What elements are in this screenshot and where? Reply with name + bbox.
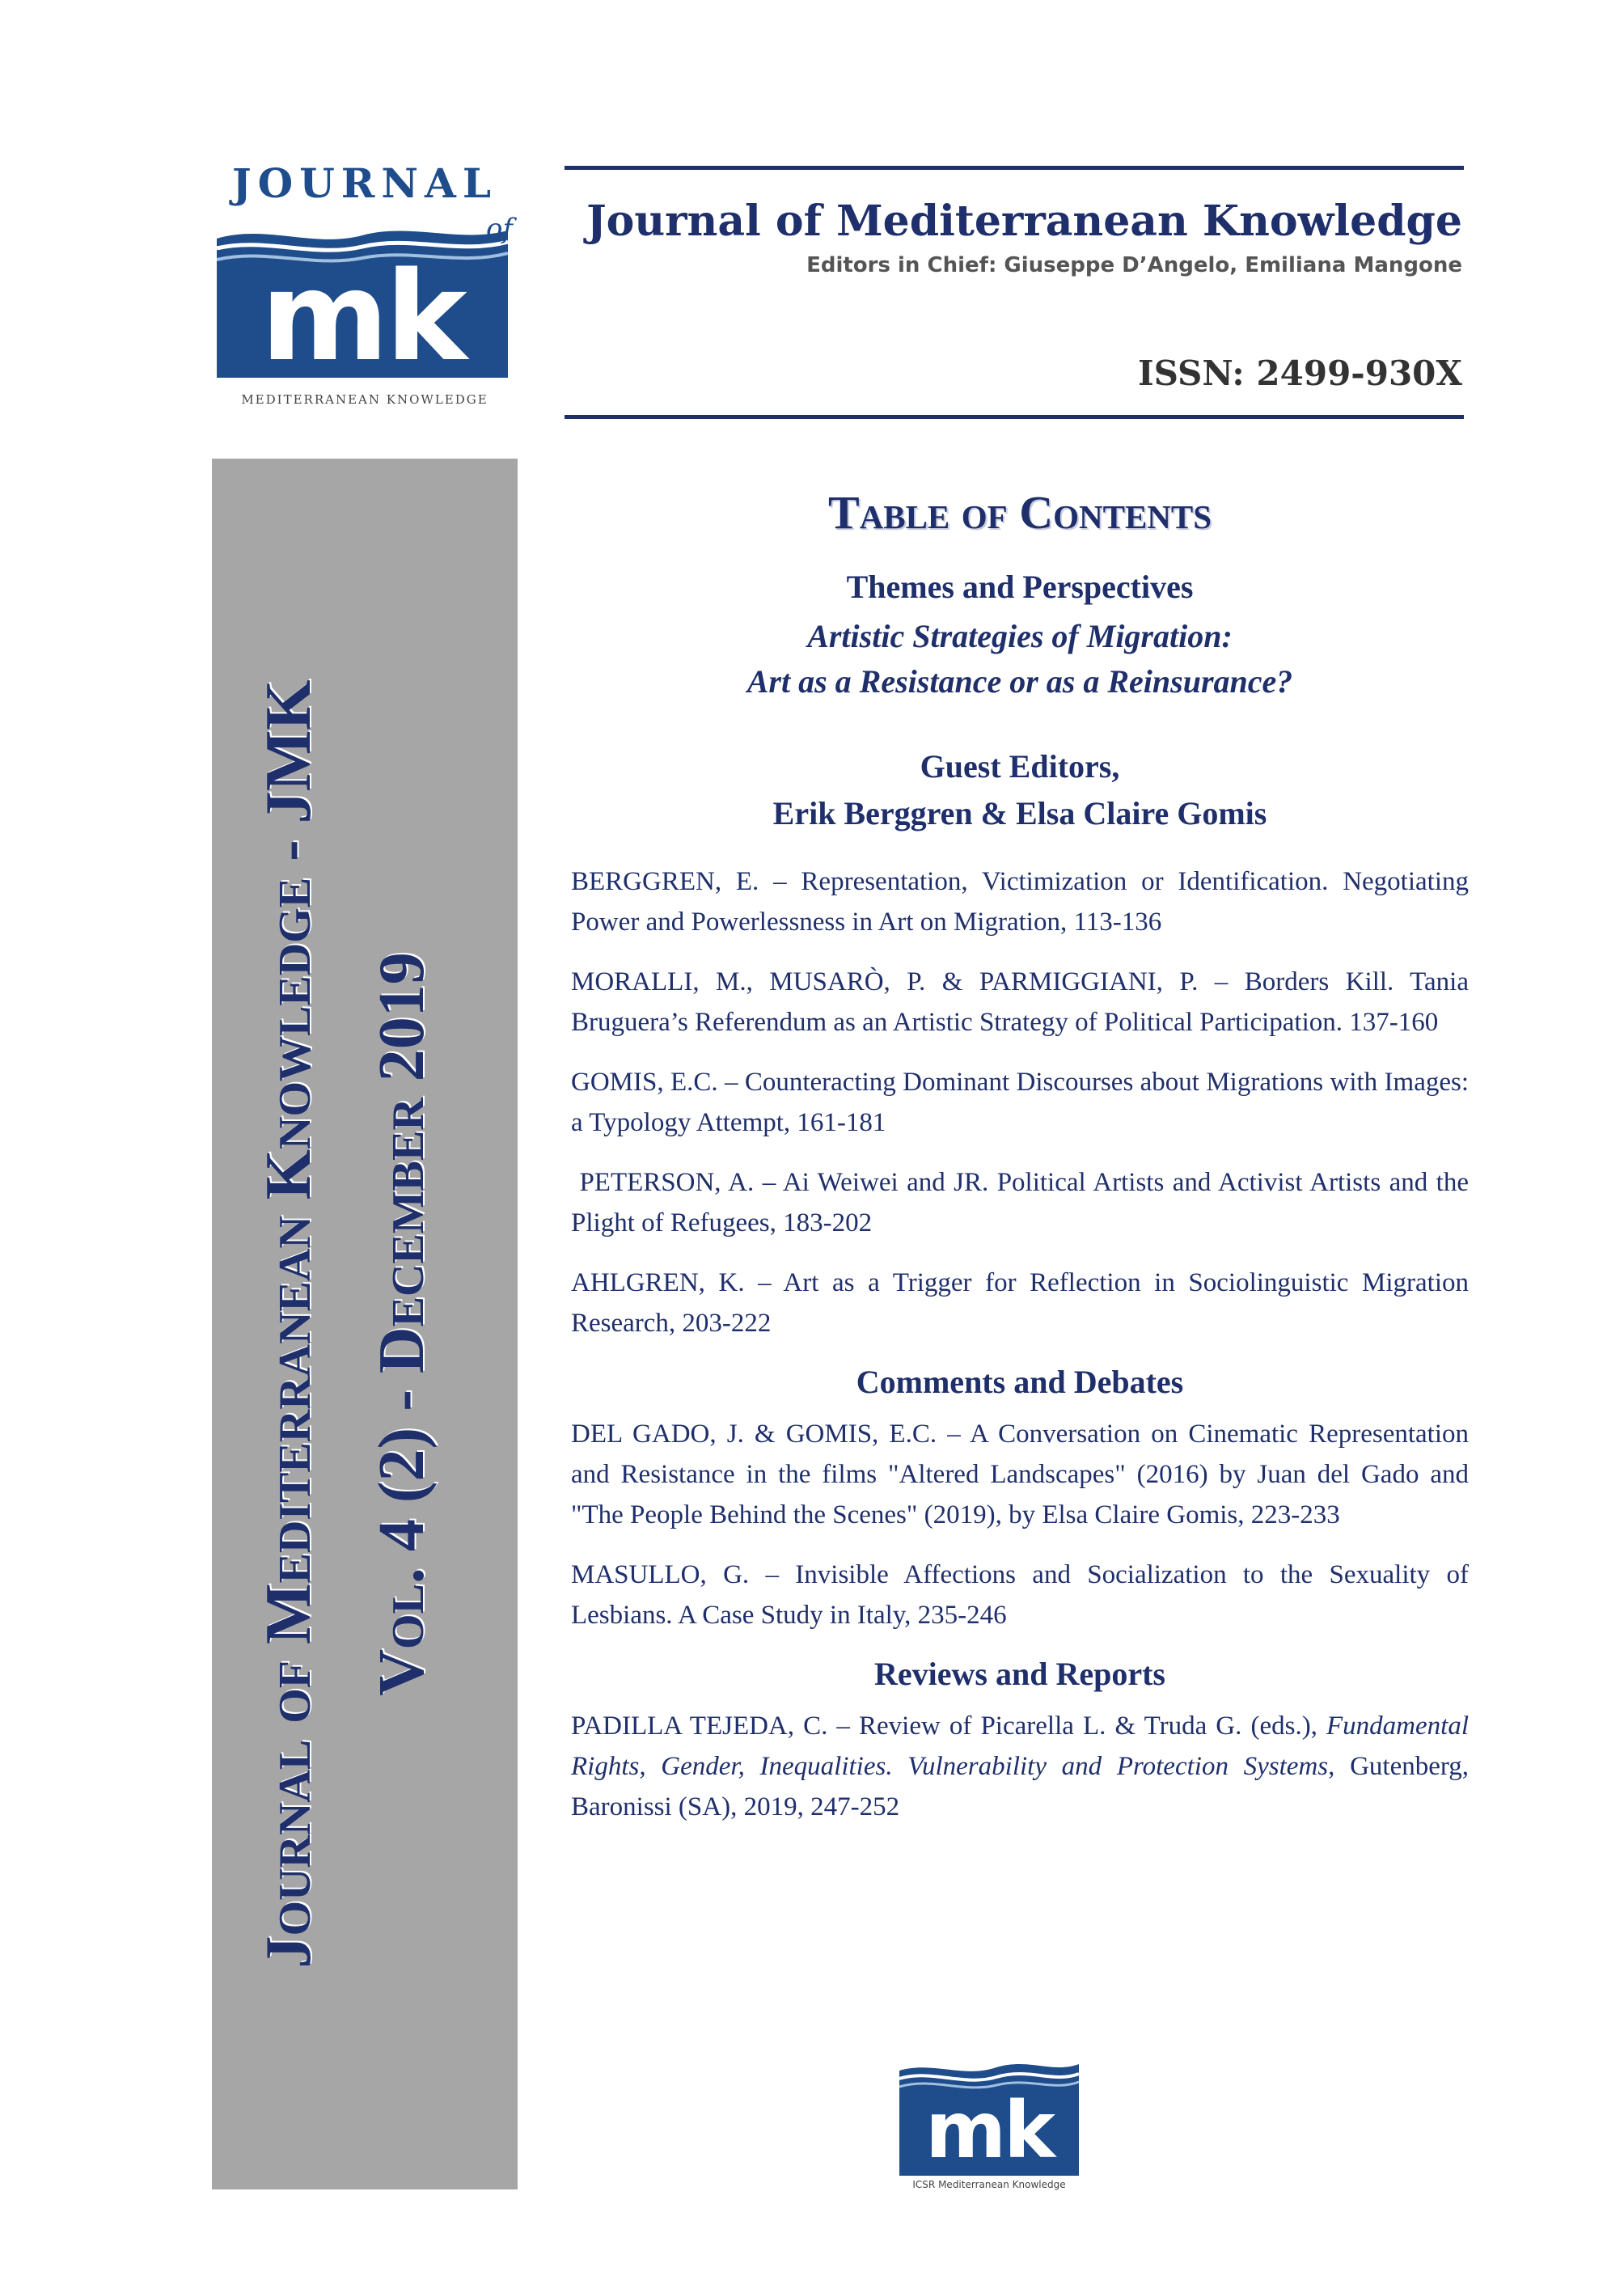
theme-title-line2: Art as a Resistance or as a Reinsurance? <box>746 663 1293 700</box>
header-top-rule <box>565 166 1464 170</box>
logo-badge <box>217 216 508 378</box>
spine-volume: Vol. 4 (2) - December 2019 <box>366 952 438 1696</box>
footer-logo <box>899 2054 1079 2200</box>
toc-entry-review <box>571 1706 1469 1827</box>
guest-editors-label: Guest Editors, <box>920 748 1120 785</box>
toc-entry: PETERSON, A. – Ai Weiwei and JR. Political Artists and Activist Artists and the Plight of Refugees, 183-202 <box>571 1168 1476 1237</box>
toc-entry: MORALLI, M., MUSARÒ, P. & PARMIGGIANI, P. – Borders Kill. Tania Bruguera’s Referendum as an Artistic Strategy of Political Participation. 137-160 <box>571 967 1469 1037</box>
spine-panel <box>212 459 518 2189</box>
toc-entry: AHLGREN, K. – Art as a Trigger for Reflection in Sociolinguistic Migration Research, 203-222 <box>571 1268 1469 1338</box>
toc-entry: GOMIS, E.C. – Counteracting Dominant Discourses about Migrations with Images: a Typology Attempt, 161-181 <box>571 1068 1469 1137</box>
header-banner <box>565 166 1464 425</box>
guest-editors-names: Erik Berggren & Elsa Claire Gomis <box>772 795 1267 831</box>
footer-logo-tagline: ICSR Mediterranean Knowledge <box>912 2179 1066 2190</box>
table-of-contents <box>571 485 1476 1847</box>
review-prefix: PADILLA TEJEDA, C. – Review of Picarella L. & Truda G. (eds.), <box>571 1711 1327 1741</box>
section-comments: Comments and Debates <box>856 1364 1184 1400</box>
logo-mk: mk <box>260 245 464 378</box>
toc-entry: BERGGREN, E. – Representation, Victimization or Identification. Negotiating Power and Powerlessness in Art on Migration, 113-136 <box>571 867 1469 937</box>
spine-journal-title: Journal of Mediterranean Knowledge - JMK <box>253 679 324 1969</box>
editors-in-chief: Editors in Chief: Giuseppe D’Angelo, Emiliana Mangone <box>806 253 1462 277</box>
theme-title-line1: Artistic Strategies of Migration: <box>807 618 1233 654</box>
section-reviews: Reviews and Reports <box>874 1656 1165 1692</box>
logo-tagline: MEDITERRANEAN KNOWLEDGE <box>241 392 488 407</box>
issn: ISSN: 2499-930X <box>1138 353 1462 393</box>
journal-logo <box>212 159 518 418</box>
logo-journal-word: JOURNAL <box>231 159 498 207</box>
journal-name: Journal of Mediterranean Knowledge <box>586 197 1462 246</box>
footer-logo-mk: mk <box>925 2085 1053 2176</box>
header-bottom-rule <box>565 415 1464 419</box>
review-book-title: Fundamental Rights, Gender, Inequalities. Vulnerability and Protection Systems <box>571 1711 1469 1781</box>
toc-entry: MASULLO, G. – Invisible Affections and Socialization to the Sexuality of Lesbians. A Case Study in Italy, 235-246 <box>571 1560 1469 1630</box>
section-themes: Themes and Perspectives <box>846 569 1194 605</box>
review-suffix: , Gutenberg, Baronissi (SA), 2019, 247-252 <box>571 1752 1470 1821</box>
toc-entry: DEL GADO, J. & GOMIS, E.C. – A Conversation on Cinematic Representation and Resistance in the films "Altered Landscapes" (2016) by Juan del Gado and "The People Behind the Scenes" (2019), by Elsa Claire Gomis, 223-233 <box>571 1419 1469 1529</box>
footer-logo-badge <box>899 2054 1079 2176</box>
logo-of-word: of <box>485 213 513 245</box>
toc-title: Table of Contents <box>827 486 1212 539</box>
